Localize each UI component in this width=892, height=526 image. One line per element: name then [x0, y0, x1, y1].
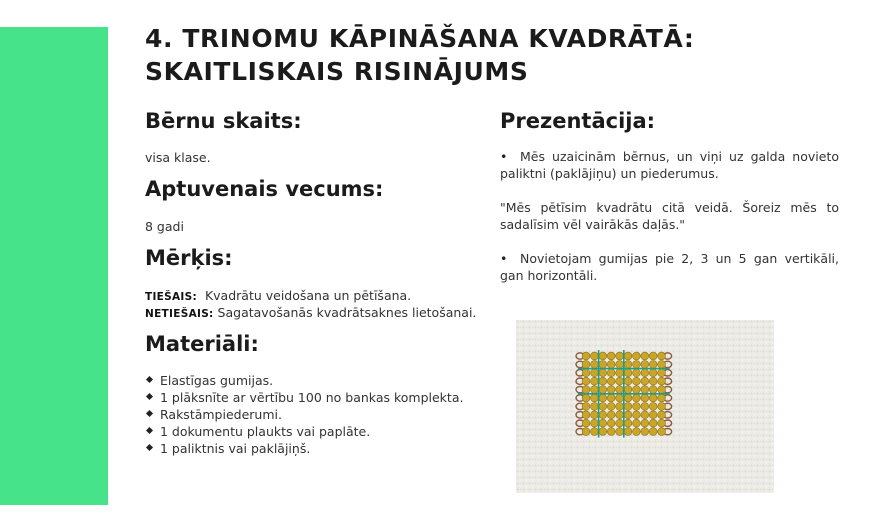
bead [624, 377, 632, 385]
bead [591, 361, 599, 369]
materials-item: Elastīgas gumijas. [145, 372, 463, 389]
bead [658, 419, 666, 427]
bead [624, 369, 632, 377]
bead [633, 377, 641, 385]
bead [624, 419, 632, 427]
bead [607, 361, 615, 369]
bead [599, 419, 607, 427]
bead [607, 386, 615, 394]
bead [641, 419, 649, 427]
bead [658, 377, 666, 385]
bead [607, 369, 615, 377]
presentation-quote: "Mēs pētīsim kvadrātu citā veidā. Šoreiz mēs to sadalīsim vēl vairākās daļās." [500, 200, 839, 232]
bead [582, 361, 590, 369]
page-title [145, 22, 694, 88]
bead [624, 352, 632, 360]
bead [616, 411, 624, 419]
bead [633, 386, 641, 394]
bead [658, 428, 666, 436]
bead [599, 386, 607, 394]
bead [633, 403, 641, 411]
bead [649, 377, 657, 385]
bead [633, 411, 641, 419]
goal-direct-label: TIEŠAIS: [145, 291, 197, 303]
bead [591, 419, 599, 427]
bead [599, 403, 607, 411]
bead [633, 394, 641, 402]
bead [658, 403, 666, 411]
bead [599, 428, 607, 436]
bead [591, 394, 599, 402]
bead [582, 377, 590, 385]
presentation-step-1: • Mēs uzaicinām bērnus, un viņi uz galda novieto paliktni (paklājiņu) un piederumus. [500, 148, 839, 182]
bead [616, 386, 624, 394]
bead [633, 369, 641, 377]
bead [591, 377, 599, 385]
bead [616, 377, 624, 385]
age-heading: Aptuvenais vecums: [145, 177, 384, 201]
bead [607, 352, 615, 360]
bead [641, 377, 649, 385]
bead [607, 411, 615, 419]
bead [641, 403, 649, 411]
materials-item: Rakstāmpiederumi. [145, 406, 463, 423]
bead [582, 394, 590, 402]
bead [607, 428, 615, 436]
bead [616, 428, 624, 436]
bead [607, 394, 615, 402]
title-line-1: 4. TRINOMU KĀPINĀŠANA KVADRĀTĀ: [145, 24, 695, 53]
bead [591, 428, 599, 436]
children-heading: Bērnu skaits: [145, 109, 302, 133]
bead [607, 403, 615, 411]
bead [641, 361, 649, 369]
materials-list [145, 372, 463, 457]
goal-direct-text: Kvadrātu veidošana un pētīšana. [204, 288, 412, 303]
bead-square-photo [516, 320, 774, 493]
bead [582, 352, 590, 360]
children-value: visa klase. [145, 150, 211, 165]
bead [591, 352, 599, 360]
bead [624, 428, 632, 436]
bead [633, 361, 641, 369]
bead [582, 411, 590, 419]
bead [599, 361, 607, 369]
bead [649, 411, 657, 419]
bead [649, 419, 657, 427]
bead [658, 411, 666, 419]
bead [658, 369, 666, 377]
bead [658, 386, 666, 394]
age-value: 8 gadi [145, 219, 184, 234]
bead [599, 377, 607, 385]
bead [641, 352, 649, 360]
bead [658, 352, 666, 360]
bead [607, 419, 615, 427]
materials-item: 1 plāksnīte ar vērtību 100 no bankas komplekta. [145, 389, 463, 406]
materials-item: 1 paliktnis vai paklājiņš. [145, 440, 463, 457]
bead [616, 419, 624, 427]
bead [649, 403, 657, 411]
bead [641, 411, 649, 419]
bead [633, 352, 641, 360]
bead [616, 369, 624, 377]
bead [649, 394, 657, 402]
presentation-body [500, 148, 839, 301]
bead [649, 428, 657, 436]
bead [641, 394, 649, 402]
goal-indirect [145, 304, 476, 323]
bead [607, 377, 615, 385]
goal-indirect-label: NETIEŠAIS: [145, 308, 214, 320]
bead [641, 428, 649, 436]
bead [599, 394, 607, 402]
bead [624, 394, 632, 402]
presentation-step-2: • Novietojam gumijas pie 2, 3 un 5 gan vertikāli, gan horizontāli. [500, 250, 839, 284]
bead [649, 352, 657, 360]
bead [599, 352, 607, 360]
bead [591, 403, 599, 411]
bead [616, 361, 624, 369]
bead [633, 419, 641, 427]
bead [641, 386, 649, 394]
bead [582, 428, 590, 436]
bead [591, 369, 599, 377]
goal-heading: Mērķis: [145, 246, 233, 270]
bead [649, 369, 657, 377]
bead [591, 386, 599, 394]
bead [624, 361, 632, 369]
bead [582, 403, 590, 411]
bead [599, 411, 607, 419]
bead [658, 361, 666, 369]
bead [616, 394, 624, 402]
bead [658, 394, 666, 402]
goal-indirect-text: Sagatavošanās kvadrātsaknes lietošanai. [217, 305, 477, 320]
bead [641, 369, 649, 377]
bead [582, 369, 590, 377]
bead [649, 361, 657, 369]
bead [616, 403, 624, 411]
bead [616, 352, 624, 360]
bead [599, 369, 607, 377]
bead [582, 419, 590, 427]
accent-bar [0, 27, 108, 505]
bead [624, 411, 632, 419]
bead [633, 428, 641, 436]
bead [591, 411, 599, 419]
materials-heading: Materiāli: [145, 332, 259, 356]
bead [624, 403, 632, 411]
title-line-2: SKAITLISKAIS RISINĀJUMS [145, 57, 529, 86]
bead [624, 386, 632, 394]
materials-item: 1 dokumentu plaukts vai paplāte. [145, 423, 463, 440]
bead [649, 386, 657, 394]
presentation-heading: Prezentācija: [500, 109, 656, 133]
bead [582, 386, 590, 394]
